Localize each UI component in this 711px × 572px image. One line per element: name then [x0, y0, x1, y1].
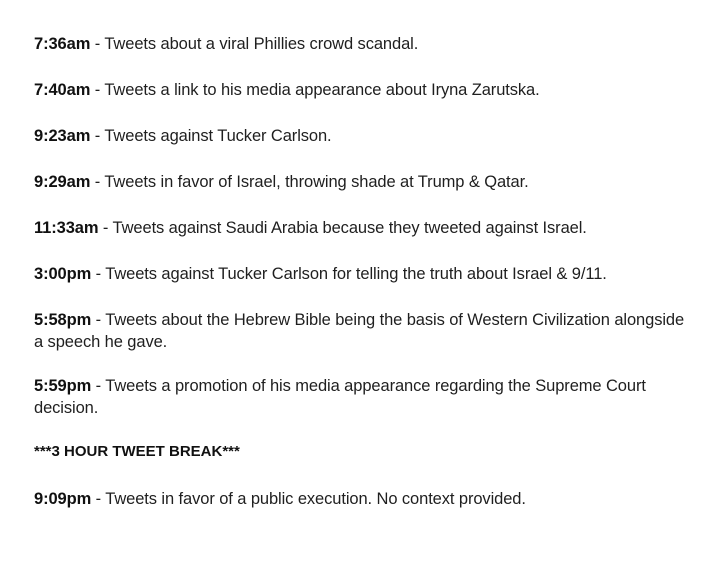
entry-time: 11:33am	[34, 219, 99, 237]
entry-separator: -	[98, 219, 113, 237]
entry-separator: -	[91, 490, 106, 508]
entry-text: Tweets about a viral Phillies crowd scandal.	[104, 35, 419, 53]
timeline-entry	[34, 217, 691, 239]
timeline-entry	[34, 263, 691, 285]
timeline-entry	[34, 79, 691, 101]
entry-separator: -	[91, 311, 106, 329]
entry-separator: -	[90, 127, 105, 145]
entry-time: 3:00pm	[34, 265, 92, 283]
entry-time: 9:29am	[34, 173, 91, 191]
timeline-entry	[34, 309, 691, 353]
tweet-break-label: ***3 HOUR TWEET BREAK***	[34, 443, 240, 460]
entry-separator: -	[90, 35, 105, 53]
timeline-entry	[34, 171, 691, 193]
entry-time: 7:40am	[34, 81, 91, 99]
entry-time: 9:09pm	[34, 490, 92, 508]
entry-time: 5:59pm	[34, 377, 92, 395]
entry-text: Tweets a link to his media appearance about Iryna Zarutska.	[104, 81, 540, 99]
entry-text: Tweets in favor of a public execution. No context provided.	[105, 490, 526, 508]
entry-time: 5:58pm	[34, 311, 92, 329]
entry-text: Tweets against Saudi Arabia because they tweeted against Israel.	[112, 219, 587, 237]
timeline-entry	[34, 488, 691, 510]
entry-time: 9:23am	[34, 127, 91, 145]
entry-separator: -	[90, 81, 105, 99]
timeline-entry	[34, 33, 691, 55]
entry-separator: -	[91, 377, 106, 395]
timeline-entry	[34, 125, 691, 147]
entry-text: Tweets a promotion of his media appearance regarding the Supreme Court decision.	[34, 377, 646, 417]
entry-text: Tweets against Tucker Carlson.	[104, 127, 332, 145]
entry-separator: -	[91, 265, 106, 283]
entry-text: Tweets in favor of Israel, throwing shade at Trump & Qatar.	[104, 173, 529, 191]
entry-text: Tweets against Tucker Carlson for telling the truth about Israel & 9/11.	[105, 265, 607, 283]
entry-separator: -	[90, 173, 105, 191]
entry-time: 7:36am	[34, 35, 91, 53]
timeline-entry	[34, 375, 691, 419]
entry-text: Tweets about the Hebrew Bible being the basis of Western Civilization alongside a speech he gave.	[34, 311, 685, 351]
